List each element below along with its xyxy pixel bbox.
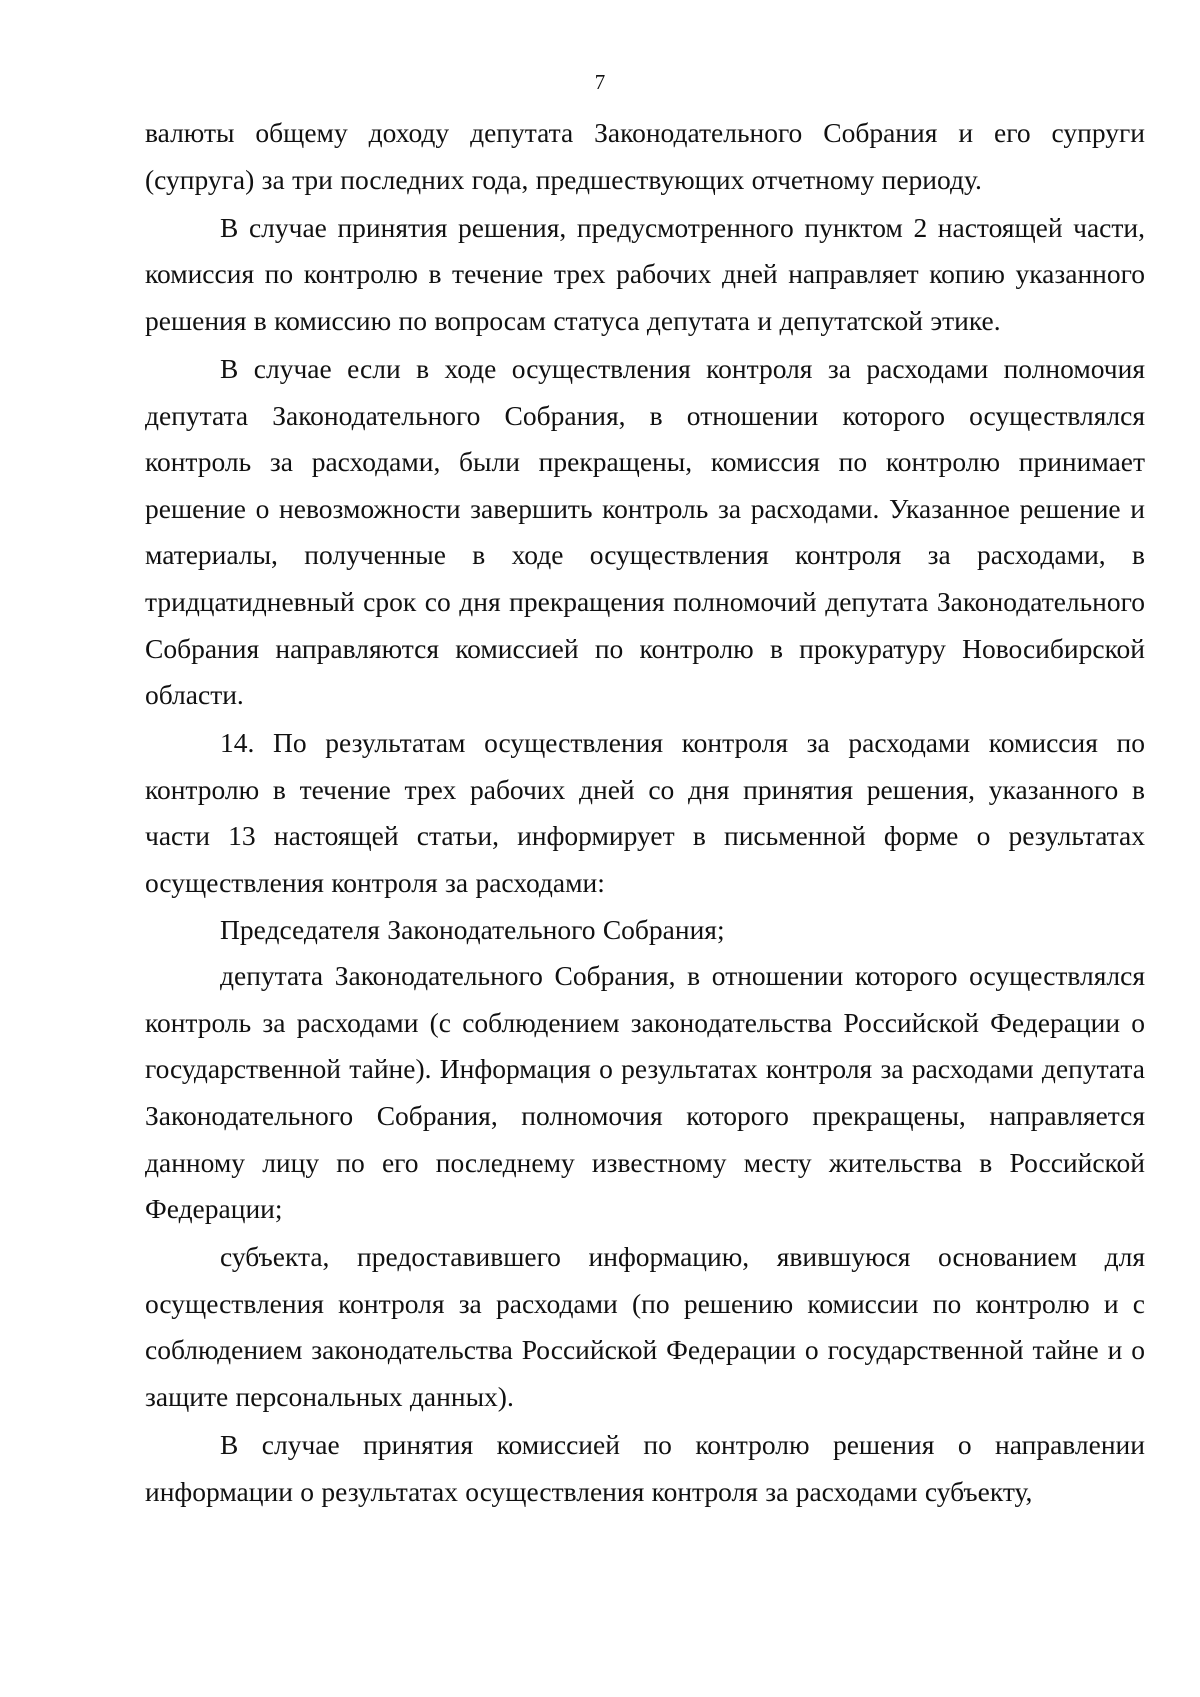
paragraph-final: В случае принятия комиссией по контролю решения о направлении информации о результатах осуществления контроля за расходами субъекту, (145, 1429, 1145, 1507)
paragraph-termination-of-powers: В случае если в ходе осуществления контроля за расходами полномочия депутата Законодательного Собрания, в отношении которого осуществлялся контроль за расходами, были прекращены, комиссия по контролю принимает решение о невозможности завершить контроль за расходами. Указанное решение и материалы, полученные в ходе осуществления контроля за расходами, в тридцатидневный срок со дня прекращения полномочий депутата Законодательного Собрания направляются комиссией по контролю в прокуратуру Новосибирской области. (145, 352, 1145, 711)
list-item-deputy: депутата Законодательного Собрания, в отношении которого осуществлялся контроль за расходами (с соблюдением законодательства Российской Федерации о государственной тайне). Информация о результатах контроля за расходами депутата Законодательного Собрания, полномочия которого прекращены, направляется данному лицу по его последнему известному месту жительства в Российской Федерации; (145, 960, 1145, 1225)
paragraph-item-14: 14. По результатам осуществления контроля за расходами комиссия по контролю в течение трех рабочих дней со дня принятия решения, указанного в части 13 настоящей статьи, информирует в письменной форме о результатах осуществления контроля за расходами: (145, 727, 1145, 898)
list-item-chairman: Председателя Законодательного Собрания; (220, 913, 725, 945)
page-number: 7 (594, 70, 606, 94)
paragraph-continuation: валюты общему доходу депутата Законодательного Собрания и его супруги (супруга) за три последних года, предшествующих отчетному периоду. (145, 117, 1145, 195)
list-item-subject: субъекта, предоставившего информацию, явившуюся основанием для осуществления контроля за расходами (по решению комиссии по контролю и с соблюдением законодательства Российской Федерации о государственной тайне и о защите персональных данных). (145, 1241, 1145, 1413)
document-body (145, 110, 1145, 1515)
paragraph-decision-copy: В случае принятия решения, предусмотренного пунктом 2 настоящей части, комиссия по контролю в течение трех рабочих дней направляет копию указанного решения в комиссию по вопросам статуса депутата и депутатской этике. (145, 211, 1145, 336)
